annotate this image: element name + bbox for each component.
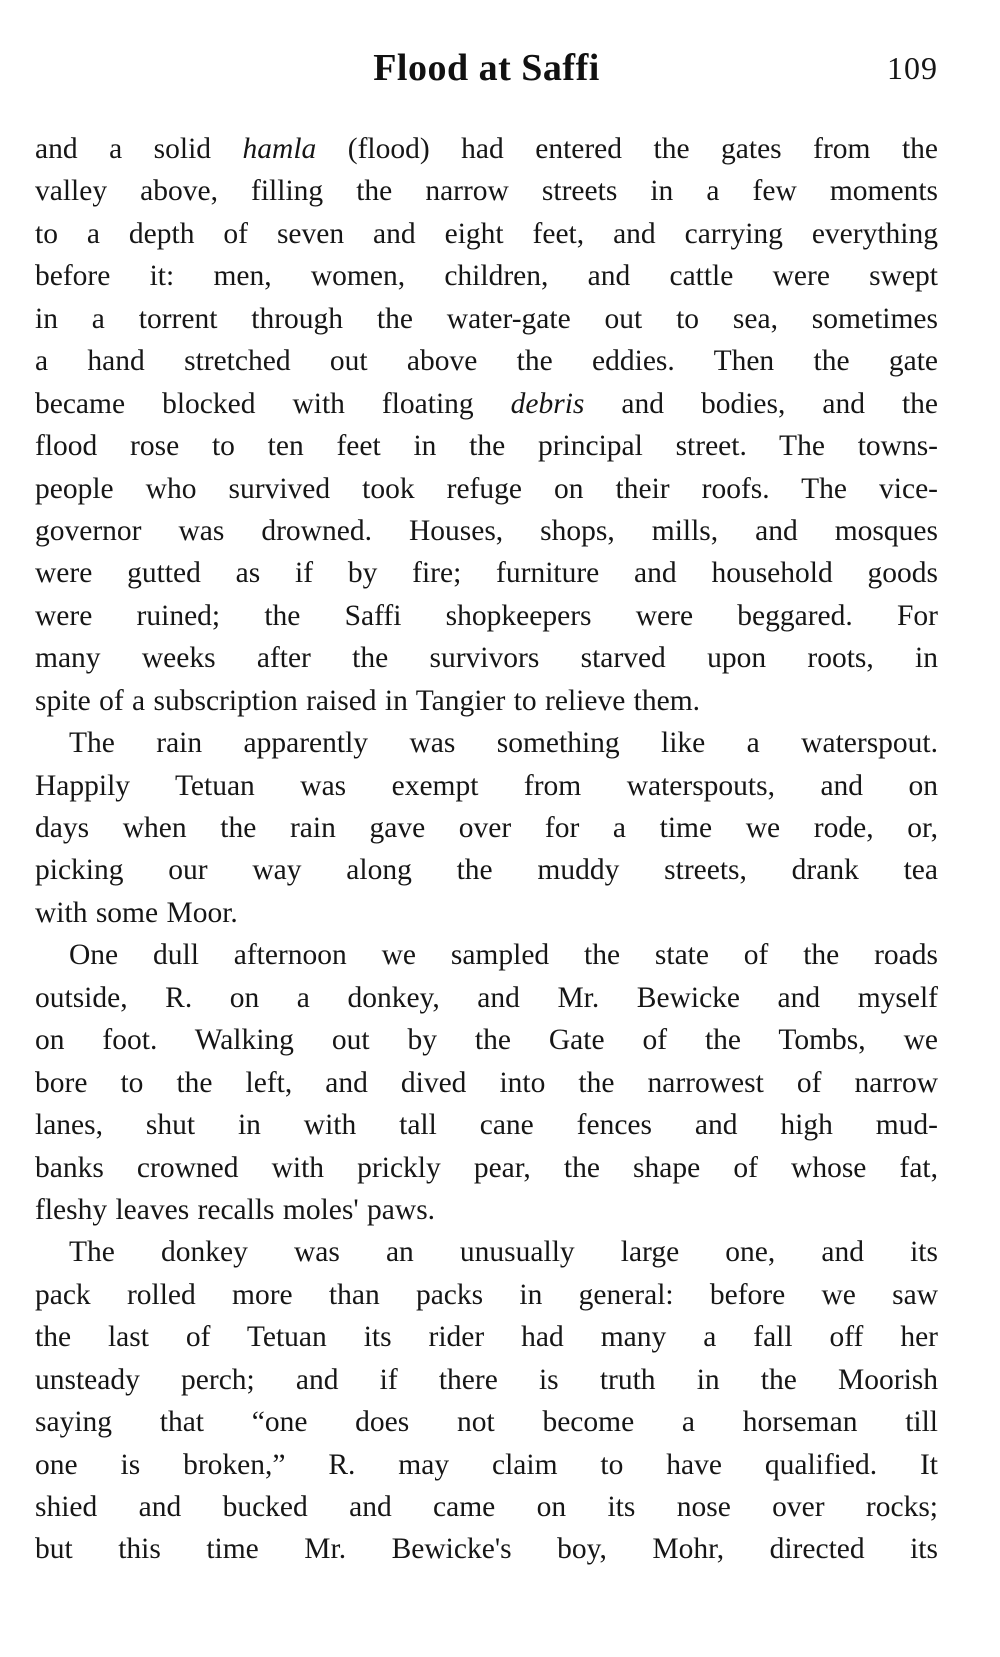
text-run: were gutted as if by fire; furniture and household goods: [35, 557, 938, 590]
text-line: [35, 468, 938, 510]
text-line: [35, 1274, 938, 1316]
text-run: people who survived took refuge on their roofs. The vice-: [35, 472, 938, 505]
text-run: and a solid: [35, 133, 243, 165]
text-line: [35, 1316, 938, 1358]
text-run: One dull afternoon we sampled the state of the roads: [69, 939, 938, 972]
text-line: [35, 1528, 938, 1570]
text-run: fleshy leaves recalls moles' paws.: [35, 1193, 436, 1226]
text-line: [35, 1486, 938, 1528]
text-run: on foot. Walking out by the Gate of the Tombs, we: [35, 1024, 938, 1057]
text-run: with some Moor.: [35, 896, 238, 929]
text-line: [35, 680, 938, 722]
text-line: [35, 170, 938, 212]
text-line: [35, 213, 938, 255]
text-line: [35, 849, 938, 891]
text-line: [35, 765, 938, 807]
text-line: [35, 383, 938, 425]
text-line: [35, 1147, 938, 1189]
text-run: to a depth of seven and eight feet, and carrying everything: [35, 217, 938, 250]
text-run: one is broken,” R. may claim to have qualified. It: [35, 1448, 938, 1481]
text-run: a hand stretched out above the eddies. Then the gate: [35, 345, 938, 378]
text-run: many weeks after the survivors starved upon roots, in: [35, 642, 938, 675]
running-head: [35, 40, 938, 100]
text-run: flood rose to ten feet in the principal street. The towns-: [35, 430, 938, 463]
text-line: [35, 340, 938, 382]
text-line: [35, 1104, 938, 1146]
text-line: [35, 510, 938, 552]
text-run: bore to the left, and dived into the narrowest of narrow: [35, 1066, 938, 1099]
text-run: in a torrent through the water-gate out to sea, sometimes: [35, 302, 938, 335]
text-line: [35, 1231, 938, 1273]
text-line: [35, 1062, 938, 1104]
text-line: [35, 552, 938, 594]
text-run: spite of a subscription raised in Tangier to relieve them.: [35, 684, 701, 717]
text-line: [35, 722, 938, 764]
text-run: (flood) had entered the gates from the: [316, 133, 938, 165]
text-line: [35, 892, 938, 934]
text-line: [35, 595, 938, 637]
page-title: Flood at Saffi: [373, 47, 600, 89]
text-run: Happily Tetuan was exempt from waterspouts, and on: [35, 769, 938, 802]
text-run: were ruined; the Saffi shopkeepers were beggared. For: [35, 599, 938, 632]
text-run: governor was drowned. Houses, shops, mills, and mosques: [35, 514, 938, 547]
text-run: outside, R. on a donkey, and Mr. Bewicke and myself: [35, 981, 938, 1014]
text-line: [35, 425, 938, 467]
text-run: The rain apparently was something like a waterspout.: [69, 727, 938, 760]
page-number: 109: [887, 50, 938, 86]
text-line: [35, 1019, 938, 1061]
italic-word: hamla: [242, 133, 317, 165]
text-line: [35, 637, 938, 679]
text-run: banks crowned with prickly pear, the shape of whose fat,: [35, 1151, 938, 1184]
text-line: [35, 934, 938, 976]
text-run: valley above, filling the narrow streets in a few moments: [35, 175, 938, 208]
text-line: [35, 1189, 938, 1231]
text-line: [35, 298, 938, 340]
text-line: [35, 1359, 938, 1401]
text-run: picking our way along the muddy streets, drank tea: [35, 854, 938, 887]
italic-word: debris: [510, 387, 585, 420]
text-run: days when the rain gave over for a time we rode, or,: [35, 812, 938, 844]
text-line: [35, 128, 938, 170]
text-line: [35, 1401, 938, 1443]
text-run: unsteady perch; and if there is truth in the Moorish: [35, 1363, 938, 1396]
body-text: [35, 128, 938, 1571]
text-run: lanes, shut in with tall cane fences and high mud-: [35, 1109, 938, 1142]
text-run: shied and bucked and came on its nose over rocks;: [35, 1491, 938, 1523]
text-line: [35, 255, 938, 297]
text-line: [35, 977, 938, 1019]
text-run: pack rolled more than packs in general: before we saw: [35, 1278, 938, 1311]
text-run: saying that “one does not become a horseman till: [35, 1406, 938, 1439]
text-run: and bodies, and the: [584, 387, 938, 420]
text-run: The donkey was an unusually large one, and its: [69, 1236, 938, 1269]
text-run: but this time Mr. Bewicke's boy, Mohr, directed its: [35, 1533, 938, 1566]
text-line: [35, 807, 938, 849]
text-line: [35, 1444, 938, 1486]
text-run: the last of Tetuan its rider had many a fall off her: [35, 1321, 938, 1354]
text-run: before it: men, women, children, and cattle were swept: [35, 260, 938, 293]
text-run: became blocked with floating: [35, 387, 511, 420]
